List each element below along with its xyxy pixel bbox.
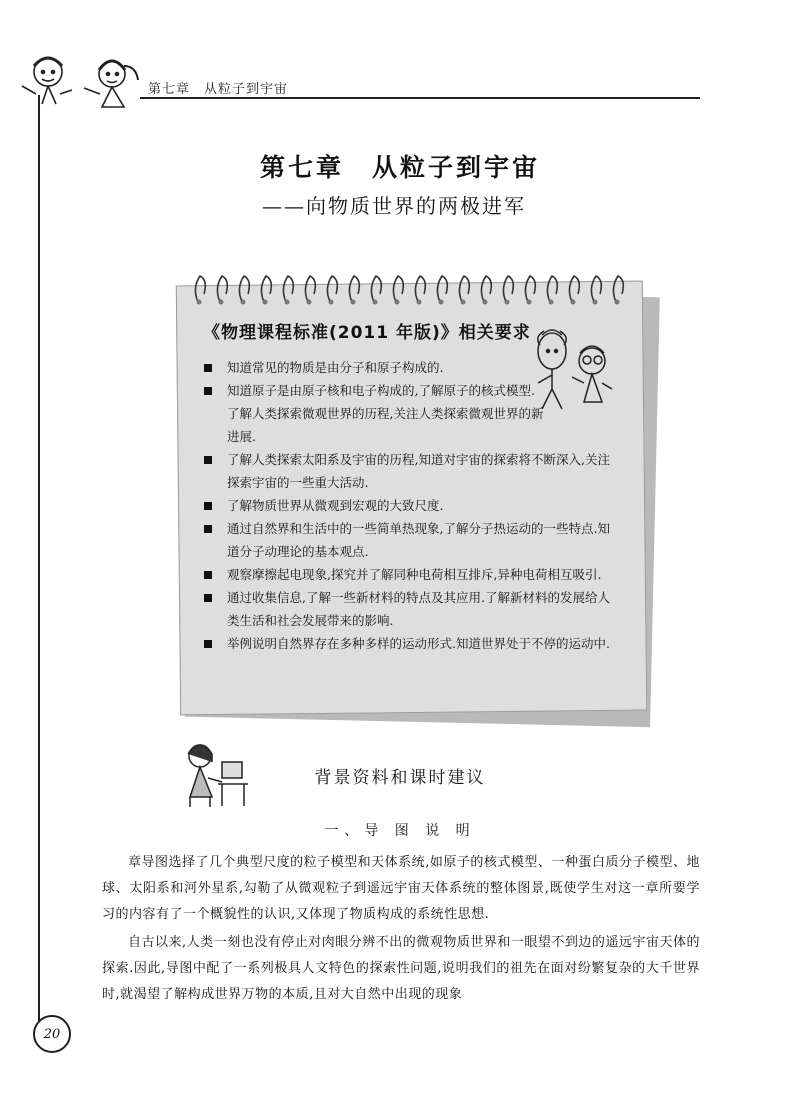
binding-hole	[307, 300, 312, 305]
binding-hole	[439, 300, 444, 305]
binding-hole	[241, 300, 246, 305]
chapter-title	[0, 148, 800, 184]
requirement-item: 知道原子是由原子核和电子构成的,了解原子的核式模型.了解人类探索微观世界的历程,关注人类探索微观世界的新进展.	[200, 379, 547, 448]
binding-ring	[305, 276, 315, 302]
binding-ring	[481, 276, 491, 302]
binding-ring	[547, 276, 557, 302]
requirement-item: 知道常见的物质是由分子和原子构成的.	[200, 356, 620, 379]
spiral-binding-icon	[190, 272, 630, 306]
binding-hole	[395, 300, 400, 305]
binding-hole	[615, 300, 620, 305]
binding-ring	[525, 276, 535, 302]
body-text	[102, 850, 700, 1010]
binding-ring	[437, 276, 447, 302]
binding-ring	[195, 276, 205, 302]
binding-hole	[417, 300, 422, 305]
binding-ring	[415, 276, 425, 302]
header-rule	[140, 97, 700, 99]
requirements-list	[200, 356, 620, 655]
binding-hole	[197, 300, 202, 305]
binding-ring	[613, 276, 623, 302]
binding-hole	[461, 300, 466, 305]
binding-hole	[373, 300, 378, 305]
binding-ring	[503, 276, 513, 302]
requirement-item: 观察摩擦起电现象,探究并了解同种电荷相互排斥,异种电荷相互吸引.	[200, 563, 620, 586]
section-title: 背景资料和课时建议	[314, 768, 486, 788]
binding-ring	[591, 276, 601, 302]
binding-ring	[239, 276, 249, 302]
binding-ring	[459, 276, 469, 302]
binding-ring	[349, 276, 359, 302]
margin-line	[38, 95, 40, 1025]
standards-heading: 《物理课程标准(2011 年版)》相关要求	[203, 323, 531, 343]
binding-hole	[549, 300, 554, 305]
running-header: 第七章 从粒子到宇宙	[148, 82, 289, 97]
binding-ring	[371, 276, 381, 302]
binding-hole	[329, 300, 334, 305]
binding-ring	[261, 276, 271, 302]
binding-hole	[285, 300, 290, 305]
requirement-item: 了解人类探索太阳系及宇宙的历程,知道对宇宙的探索将不断深入,关注探索宇宙的一些重大活动.	[200, 448, 620, 494]
binding-ring	[217, 276, 227, 302]
binding-hole	[351, 300, 356, 305]
subsection-title: 一、导 图 说 明	[324, 823, 476, 839]
paragraph: 章导图选择了几个典型尺度的粒子模型和天体系统,如原子的核式模型、一种蛋白质分子模型、地球、太阳系和河外星系,勾勒了从微观粒子到遥远宇宙天体系统的整体图景,既使学生对这一章所要学习的内容有了一个概貌性的认识,又体现了物质构成的系统性思想.	[102, 855, 700, 922]
chapter-number: 第七章	[259, 153, 344, 182]
page-number: 20	[33, 1015, 71, 1053]
chapter-subtitle: ——向物质世界的两极进军	[262, 194, 526, 218]
paragraph: 自古以来,人类一刻也没有停止对肉眼分辨不出的微观物质世界和一眼望不到边的遥远宇宙天体的探索.因此,导图中配了一系列极具人文特色的探索性问题,说明我们的祖先在面对纷繁复杂的大千世界时,就渴望了解构成世界万物的本质,且对大自然中出现的现象	[102, 935, 700, 1002]
binding-hole	[571, 300, 576, 305]
binding-ring	[327, 276, 337, 302]
binding-ring	[569, 276, 579, 302]
binding-hole	[219, 300, 224, 305]
requirement-item: 通过收集信息,了解一些新材料的特点及其应用.了解新材料的发展给人类生活和社会发展带来的影响.	[200, 586, 620, 632]
binding-hole	[263, 300, 268, 305]
binding-ring	[283, 276, 293, 302]
requirement-item: 通过自然界和生活中的一些简单热现象,了解分子热运动的一些特点.知道分子动理论的基本观点.	[200, 517, 620, 563]
binding-ring	[393, 276, 403, 302]
binding-hole	[483, 300, 488, 305]
binding-hole	[505, 300, 510, 305]
requirement-item: 举例说明自然界存在多种多样的运动形式.知道世界处于不停的运动中.	[200, 632, 620, 655]
chapter-name: 从粒子到宇宙	[372, 153, 541, 182]
binding-hole	[527, 300, 532, 305]
kids-illustration-icon	[10, 48, 145, 120]
requirement-item: 了解物质世界从微观到宏观的大致尺度.	[200, 494, 620, 517]
binding-hole	[593, 300, 598, 305]
